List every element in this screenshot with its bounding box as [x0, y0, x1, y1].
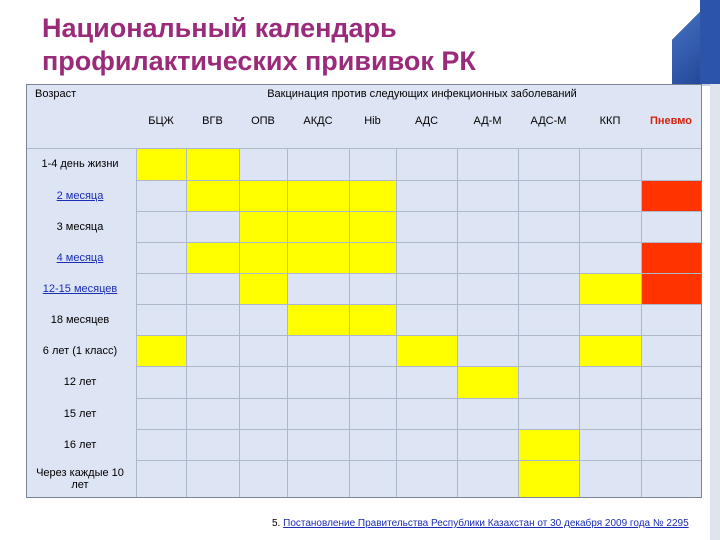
schedule-cell: [641, 335, 701, 366]
title-line-1: Национальный календарь: [42, 13, 397, 43]
row-label: 6 лет (1 класс): [42, 344, 118, 357]
schedule-cell: [287, 429, 349, 460]
row-label[interactable]: 4 месяца: [56, 251, 104, 264]
schedule-cell: [579, 180, 641, 211]
schedule-cell: [349, 304, 396, 335]
schedule-cell: [287, 211, 349, 242]
schedule-cell: [579, 366, 641, 398]
schedule-cell: [287, 460, 349, 497]
schedule-cell: [396, 211, 457, 242]
schedule-cell: [641, 273, 701, 304]
column-header: БЦЖ: [148, 115, 174, 127]
schedule-cell: [186, 273, 239, 304]
schedule-cell: [239, 148, 287, 180]
schedule-cell: [136, 180, 186, 211]
header-divider: [27, 148, 701, 149]
footnote-prefix: 5.: [272, 518, 284, 529]
schedule-cell: [457, 180, 518, 211]
schedule-cell: [136, 398, 186, 429]
schedule-cell: [457, 211, 518, 242]
schedule-cell: [641, 180, 701, 211]
vaccination-table: [26, 84, 702, 498]
schedule-cell: [239, 180, 287, 211]
schedule-cell: [186, 148, 239, 180]
title-line-2: профилактических прививок РК: [42, 46, 476, 76]
schedule-cell: [641, 366, 701, 398]
schedule-cell: [518, 335, 579, 366]
schedule-cell: [579, 211, 641, 242]
schedule-cell: [579, 148, 641, 180]
schedule-cell: [186, 180, 239, 211]
schedule-cell: [186, 398, 239, 429]
row-label: 16 лет: [63, 438, 97, 451]
vaccination-header: Вакцинация против следующих инфекционных заболеваний: [267, 88, 577, 100]
schedule-cell: [396, 460, 457, 497]
schedule-cell: [186, 304, 239, 335]
schedule-cell: [641, 460, 701, 497]
row-label[interactable]: 2 месяца: [56, 189, 104, 202]
schedule-cell: [457, 429, 518, 460]
schedule-cell: [457, 242, 518, 273]
schedule-cell: [136, 148, 186, 180]
schedule-cell: [518, 460, 579, 497]
schedule-cell: [579, 429, 641, 460]
row-label: 12 лет: [63, 376, 97, 388]
schedule-cell: [518, 273, 579, 304]
schedule-cell: [457, 273, 518, 304]
schedule-cell: [518, 398, 579, 429]
schedule-cell: [136, 211, 186, 242]
schedule-cell: [349, 242, 396, 273]
schedule-cell: [186, 242, 239, 273]
schedule-cell: [239, 273, 287, 304]
schedule-cell: [579, 242, 641, 273]
schedule-cell: [641, 304, 701, 335]
schedule-cell: [396, 273, 457, 304]
schedule-cell: [239, 242, 287, 273]
footnote-link[interactable]: Постановление Правительства Республики Казахстан от 30 декабря 2009 года № 2295: [283, 518, 689, 529]
schedule-cell: [349, 460, 396, 497]
schedule-cell: [136, 429, 186, 460]
schedule-cell: [186, 429, 239, 460]
row-label: 1-4 день жизни: [41, 158, 119, 170]
schedule-cell: [239, 429, 287, 460]
schedule-cell: [579, 335, 641, 366]
schedule-cell: [518, 366, 579, 398]
schedule-cell: [349, 429, 396, 460]
schedule-cell: [641, 211, 701, 242]
schedule-cell: [239, 304, 287, 335]
schedule-cell: [136, 366, 186, 398]
schedule-cell: [518, 180, 579, 211]
schedule-cell: [579, 460, 641, 497]
schedule-cell: [396, 180, 457, 211]
schedule-cell: [287, 273, 349, 304]
schedule-cell: [457, 460, 518, 497]
schedule-cell: [186, 211, 239, 242]
schedule-cell: [457, 304, 518, 335]
schedule-cell: [136, 242, 186, 273]
schedule-cell: [457, 148, 518, 180]
row-label: 18 месяцев: [50, 313, 110, 326]
schedule-cell: [349, 335, 396, 366]
schedule-cell: [136, 460, 186, 497]
schedule-cell: [457, 398, 518, 429]
schedule-cell: [518, 148, 579, 180]
schedule-cell: [396, 366, 457, 398]
side-accent: [710, 84, 720, 540]
schedule-cell: [287, 366, 349, 398]
slide-title: [42, 12, 476, 78]
schedule-cell: [579, 398, 641, 429]
schedule-cell: [396, 335, 457, 366]
row-label: 3 месяца: [56, 220, 104, 233]
schedule-cell: [287, 180, 349, 211]
column-header: АД-М: [473, 115, 502, 127]
column-header: ВГВ: [202, 115, 223, 127]
schedule-cell: [239, 460, 287, 497]
schedule-cell: [396, 398, 457, 429]
column-header: ККП: [599, 115, 621, 127]
schedule-cell: [349, 148, 396, 180]
schedule-cell: [287, 304, 349, 335]
schedule-cell: [518, 211, 579, 242]
schedule-cell: [287, 335, 349, 366]
row-label: 15 лет: [63, 407, 97, 420]
column-header: АДС: [414, 115, 439, 127]
schedule-cell: [186, 335, 239, 366]
schedule-cell: [579, 273, 641, 304]
schedule-cell: [518, 242, 579, 273]
schedule-cell: [239, 366, 287, 398]
schedule-cell: [239, 211, 287, 242]
schedule-cell: [396, 242, 457, 273]
schedule-cell: [287, 242, 349, 273]
schedule-cell: [239, 398, 287, 429]
schedule-cell: [349, 211, 396, 242]
column-header: АКДС: [303, 115, 333, 127]
row-label: Через каждые 10 лет: [36, 466, 124, 491]
schedule-cell: [349, 366, 396, 398]
schedule-cell: [186, 366, 239, 398]
schedule-cell: [349, 398, 396, 429]
schedule-cell: [396, 429, 457, 460]
schedule-cell: [349, 180, 396, 211]
column-header: Hib: [364, 115, 381, 127]
schedule-cell: [186, 460, 239, 497]
schedule-cell: [396, 148, 457, 180]
age-header: Возраст: [35, 88, 77, 100]
schedule-cell: [641, 148, 701, 180]
column-header: Пневмо: [650, 115, 692, 127]
column-header: АДС-М: [530, 115, 567, 127]
schedule-cell: [396, 304, 457, 335]
schedule-cell: [349, 273, 396, 304]
corner-accent: [672, 0, 720, 84]
row-label[interactable]: 12-15 месяцев: [42, 282, 118, 295]
schedule-cell: [287, 398, 349, 429]
schedule-cell: [641, 429, 701, 460]
schedule-cell: [136, 273, 186, 304]
schedule-cell: [457, 335, 518, 366]
schedule-cell: [518, 429, 579, 460]
schedule-cell: [457, 366, 518, 398]
schedule-cell: [136, 335, 186, 366]
schedule-cell: [641, 242, 701, 273]
schedule-cell: [239, 335, 287, 366]
footnote: [272, 518, 689, 529]
schedule-cell: [579, 304, 641, 335]
schedule-cell: [641, 398, 701, 429]
column-header: ОПВ: [251, 115, 275, 127]
schedule-cell: [136, 304, 186, 335]
schedule-cell: [287, 148, 349, 180]
schedule-cell: [518, 304, 579, 335]
